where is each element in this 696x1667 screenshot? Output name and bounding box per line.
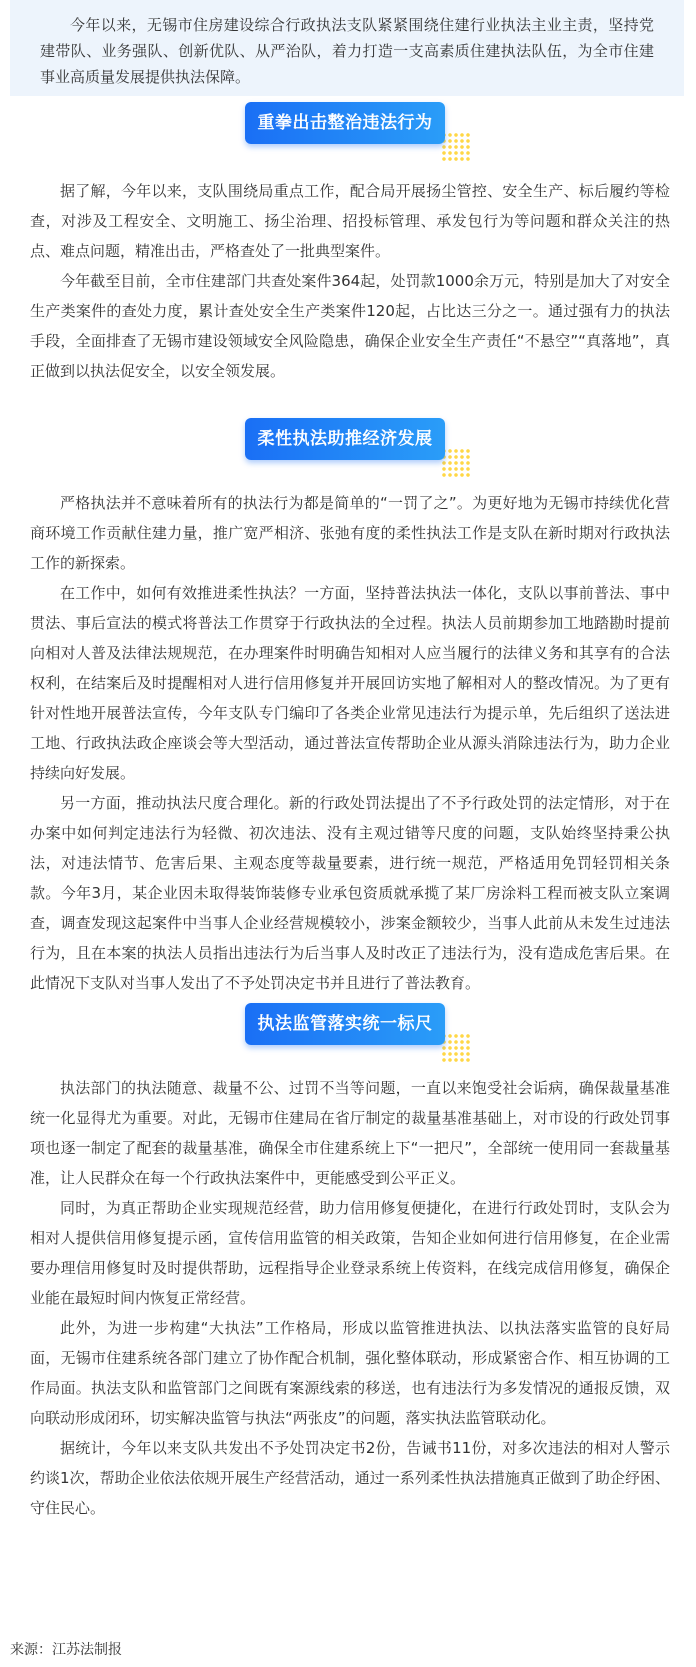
section-heading-label: 柔性执法助推经济发展 (245, 418, 445, 460)
section-heading-2 (245, 418, 465, 474)
section-heading-3 (245, 1003, 465, 1059)
paragraph: 据了解，今年以来，支队围绕局重点工作，配合局开展扬尘管控、安全生产、标后履约等检查，对涉及工程安全、文明施工、扬尘治理、招投标管理、承发包行为等问题和群众关注的热点、难点问题，精准出击，严格查处了一批典型案件。 (30, 182, 670, 260)
intro-text: 今年以来，无锡市住房建设综合行政执法支队紧紧围绕住建行业执法主业主责，坚持党建带队、业务强队、创新优队、从严治队，着力打造一支高素质住建执法队伍，为全市住建事业高质量发展提供执法保障。 (40, 16, 654, 86)
paragraph: 另一方面，推动执法尺度合理化。新的行政处罚法提出了不予行政处罚的法定情形，对于在办案中如何判定违法行为轻微、初次违法、没有主观过错等尺度的问题，支队始终坚持秉公执法，对违法情节、危害后果、主观态度等裁量要素，进行统一规范，严格适用免罚轻罚相关条款。今年3月，某企业因未取得装饰装修专业承包资质就承揽了某厂房涂料工程而被支队立案调查，调查发现这起案件中当事人企业经营规模较小，涉案金额较少，当事人此前从未发生过违法行为，且在本案的执法人员指出违法行为后当事人及时改正了违法行为，没有造成危害后果。在此情况下支队对当事人发出了不予处罚决定书并且进行了普法教育。 (30, 794, 670, 992)
section-heading-label: 执法监管落实统一标尺 (245, 1003, 445, 1045)
decorative-dots-icon (441, 1033, 471, 1063)
paragraph: 同时，为真正帮助企业实现规范经营，助力信用修复便捷化，在进行行政处罚时，支队会为相对人提供信用修复提示函，宣传信用监管的相关政策，告知企业如何进行信用修复，在企业需要办理信用修复时及时提供帮助，远程指导企业登录系统上传资料，在线完成信用修复，确保企业能在最短时间内恢复正常经营。 (30, 1199, 670, 1307)
paragraph: 此外，为进一步构建“大执法”工作格局，形成以监管推进执法、以执法落实监管的良好局面，无锡市住建系统各部门建立了协作配合机制，强化整体联动，形成紧密合作、相互协调的工作局面。执法支队和监管部门之间既有案源线索的移送，也有违法行为多发情况的通报反馈，双向联动形成闭环，切实解决监管与执法“两张皮”的问题，落实执法监管联动化。 (30, 1319, 670, 1427)
decorative-dots-icon (441, 448, 471, 478)
paragraph: 执法部门的执法随意、裁量不公、过罚不当等问题，一直以来饱受社会诟病，确保裁量基准统一化显得尤为重要。对此，无锡市住建局在省厅制定的裁量基准基础上，对市设的行政处罚事项也逐一制定了配套的裁量基准，确保全市住建系统上下“一把尺”，全部统一使用同一套裁量基准，让人民群众在每一个行政执法案件中，更能感受到公平正义。 (30, 1079, 670, 1187)
intro-box (10, 0, 684, 96)
section-body-2 (30, 488, 670, 998)
source-credit: 来源：江苏法制报 (10, 1642, 122, 1658)
section-heading-1 (245, 102, 465, 158)
decorative-dots-icon (441, 132, 471, 162)
paragraph: 严格执法并不意味着所有的执法行为都是简单的“一罚了之”。为更好地为无锡市持续优化营商环境工作贡献住建力量，推广宽严相济、张弛有度的柔性执法工作是支队在新时期对行政执法工作的新探索。 (30, 494, 670, 572)
section-body-3 (30, 1073, 670, 1523)
paragraph: 据统计，今年以来支队共发出不予处罚决定书2份，告诫书11份，对多次违法的相对人警示约谈1次，帮助企业依法依规开展生产经营活动，通过一系列柔性执法措施真正做到了助企纾困、守住民心。 (30, 1439, 670, 1517)
paragraph: 今年截至目前，全市住建部门共查处案件364起，处罚款1000余万元，特别是加大了对安全生产类案件的查处力度，累计查处安全生产类案件120起，占比达三分之一。通过强有力的执法手段，全面排查了无锡市建设领域安全风险隐患，确保企业安全生产责任“不悬空”“真落地”，真正做到以执法促安全，以安全领发展。 (30, 272, 670, 380)
section-heading-label: 重拳出击整治违法行为 (245, 102, 445, 144)
section-body-1 (30, 176, 670, 386)
paragraph: 在工作中，如何有效推进柔性执法？一方面，坚持普法执法一体化，支队以事前普法、事中贯法、事后宣法的模式将普法工作贯穿于行政执法的全过程。执法人员前期参加工地踏勘时提前向相对人普及法律法规规范，在办理案件时明确告知相对人应当履行的法律义务和其享有的合法权利，在结案后及时提醒相对人进行信用修复并开展回访实地了解相对人的整改情况。为了更有针对性地开展普法宣传，今年支队专门编印了各类企业常见违法行为提示单，先后组织了送法进工地、行政执法政企座谈会等大型活动，通过普法宣传帮助企业从源头消除违法行为，助力企业持续向好发展。 (30, 584, 670, 782)
